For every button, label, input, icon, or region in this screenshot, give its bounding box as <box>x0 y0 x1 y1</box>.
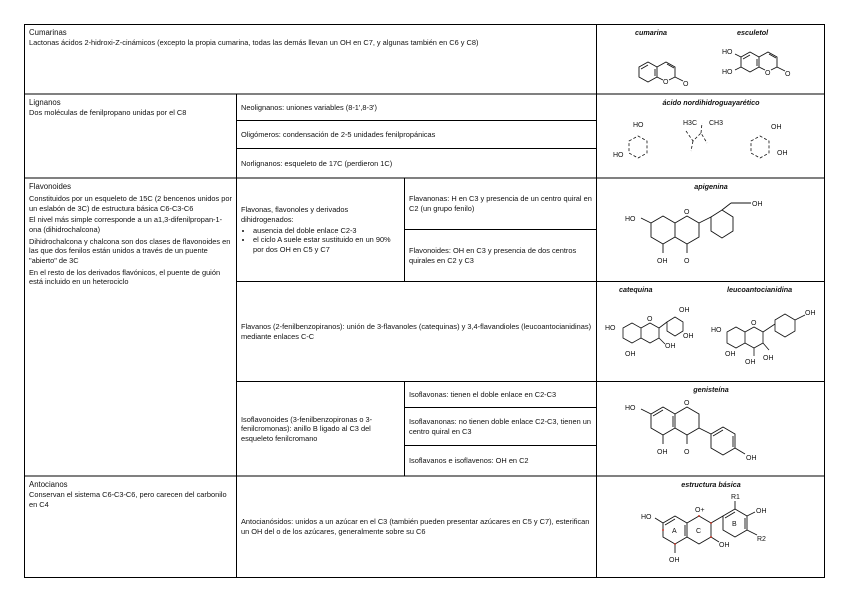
leuco-oh-2: OH <box>763 355 774 362</box>
lignanos-row-norlignanos: Norlignanos: esqueleto de 17C (perdieron 1C) <box>241 158 393 168</box>
list-item: • el ciclo A suele estar sustituido en un 90% por dos OH en C5 y C7 <box>253 235 400 254</box>
flavonoides-paragraph: Dihidrochalcona y chalcona son dos clases de flavonoides en las que dos fenilos están unidos a través de un puente "abierto" de 3C <box>29 236 231 265</box>
genisteina-o-4: O <box>684 449 690 456</box>
antocianos-structure-cell <box>597 477 825 577</box>
apigenina-o-1: O <box>684 209 690 216</box>
apigenina-oh-b: OH <box>752 201 763 208</box>
anto-o-plus: O+ <box>695 507 705 514</box>
ndga-structure <box>611 111 811 176</box>
flavonoides-title: Flavonoides <box>29 182 72 191</box>
caption-apigenina: apigenina <box>694 182 728 191</box>
catequina-structure <box>603 298 693 378</box>
lignanos-row-neolignanos: Neolignanos: uniones variables (8-1',8-3') <box>241 102 377 112</box>
ndga-ho-a: HO <box>633 122 644 129</box>
antocianina-structure <box>611 491 811 576</box>
leucoantocianidina-structure <box>705 298 820 378</box>
flavonoides-paragraph: En el resto de los derivados flavónicos, el puente de guión está incluido en un heterociclo <box>29 267 221 287</box>
cumarinas-structures-cell <box>597 25 825 94</box>
anto-r2: R2 <box>757 536 766 543</box>
flavonas-intro: Flavonas, flavonoles y derivados dihidrogenados: <box>241 205 349 225</box>
genisteina-cell <box>597 382 825 476</box>
apigenina-o-4: O <box>684 258 690 265</box>
leuco-ho: HO <box>711 327 722 334</box>
esculetol-o-carbonyl: O <box>785 71 791 78</box>
caption-esculetol: esculetol <box>737 28 769 37</box>
apigenina-structure <box>611 193 811 278</box>
anto-oh-5: OH <box>669 557 680 564</box>
genisteina-oh-4p: OH <box>746 455 757 462</box>
anto-oh-3: OH <box>719 542 730 549</box>
caption-nordihidroguayaretico: ácido nordihidroguayarético <box>662 98 760 107</box>
lignanos-description: Dos moléculas de fenilpropano unidas por el C8 <box>29 108 187 118</box>
esculetol-structure <box>717 39 817 94</box>
apigenina-cell <box>597 179 825 281</box>
apigenina-oh-5: OH <box>657 258 668 265</box>
flavanos-cell: Flavanos (2-fenilbenzopiranos): unión de 3-flavanoles (catequinas) y 3,4-flavandioles (leucoantocianidinas) mediante enlaces C-C <box>241 321 592 341</box>
list-item: • ausencia del doble enlace C2-3 <box>253 226 400 236</box>
catequina-o: O <box>647 316 653 323</box>
leuco-oh-4: OH <box>725 351 736 358</box>
cumarina-o-carbonyl: O <box>683 81 689 88</box>
cumarinas-description: Lactonas ácidos 2-hidroxi-Z-cinámicos (excepto la propia cumarina, todas las demás llevan un OH en C7, y algunas también en C6 y C8) <box>29 38 479 48</box>
anto-ring-a: A <box>672 528 677 535</box>
catequina-oh-1: OH <box>679 307 690 314</box>
flavonoides-cell <box>25 179 236 476</box>
lignanos-cell <box>25 95 236 178</box>
antocianos-title: Antocianos <box>29 480 68 489</box>
esculetol-o-ring: O <box>765 70 771 77</box>
antocianos-description: Conservan el sistema C6-C3-C6, pero carecen del carbonilo en C4 <box>29 490 227 509</box>
flavonoides-oh-c3-cell: Flavonoides: OH en C3 y presencia de dos centros quirales en C2 y C3 <box>409 245 577 265</box>
esculetol-ho-2: HO <box>722 69 733 76</box>
ndga-oh-a: OH <box>771 124 782 131</box>
flavonas-cell <box>237 179 404 281</box>
leuco-oh-1: OH <box>805 310 816 317</box>
cumarinas-cell <box>25 25 596 94</box>
catequina-ho: HO <box>605 325 616 332</box>
cumarina-o-ring: O <box>663 79 669 86</box>
antocianos-cell <box>25 477 236 577</box>
caption-cumarina: cumarina <box>635 28 667 37</box>
caption-catequina: catequina <box>619 285 653 294</box>
genisteina-ho: HO <box>625 405 636 412</box>
caption-estructura-basica: estructura básica <box>681 480 741 489</box>
flavonas-bullet-list <box>241 226 400 255</box>
catequina-oh-3: OH <box>665 343 676 350</box>
anto-ring-b: B <box>732 521 737 528</box>
isoflavonas-cell: Isoflavonas: tienen el doble enlace en C2-C3 <box>409 389 557 399</box>
catequina-oh-2: OH <box>683 333 694 340</box>
anto-ho: HO <box>641 514 652 521</box>
esculetol-ho-1: HO <box>722 49 733 56</box>
caption-leucoantocianidina: leucoantocianidina <box>727 285 793 294</box>
catequina-oh-4: OH <box>625 351 636 358</box>
anto-oh-b: OH <box>756 508 767 515</box>
cumarinas-title: Cumarinas <box>29 28 67 37</box>
genisteina-structure <box>611 396 811 476</box>
flavanonas-cell: Flavanonas: H en C3 y presencia de un centro quiral en C2 (un grupo fenilo) <box>409 194 592 213</box>
ndga-ch3-a: H3C <box>683 120 698 127</box>
anto-ring-c: C <box>696 528 702 535</box>
lignanos-structure-cell <box>597 95 825 178</box>
anto-r1: R1 <box>731 494 740 501</box>
flavanos-structures-cell <box>597 282 825 381</box>
antocianosidos-cell: Antocianósidos: unidos a un azúcar en el C3 (también pueden presentar azúcares en C5 y C7), esterifican un OH del o de los azúcares, generalmente sobre su C6 <box>241 517 590 536</box>
leuco-oh-3: OH <box>745 359 756 366</box>
ndga-ch3-b: CH3 <box>709 120 724 127</box>
cumarina-structure <box>627 39 717 94</box>
ndga-ho-b: HO <box>613 152 624 159</box>
leuco-o: O <box>751 320 757 327</box>
apigenina-ho: HO <box>625 216 636 223</box>
isoflavanonas-cell: Isoflavanonas: no tienen doble enlace C2-C3, tienen un centro quiral en C3 <box>409 416 592 436</box>
caption-genisteina: genisteína <box>693 385 729 394</box>
isoflavonoides-cell: Isoflavonoides (3-fenilbenzopironas o 3-fenilcromonas): anillo B ligado al C3 del esqueleto fenilcromano <box>241 414 373 443</box>
lignanos-title: Lignanos <box>29 98 61 107</box>
ndga-oh-b: OH <box>777 150 788 157</box>
isoflavanos-cell: Isoflavanos e isoflavenos: OH en C2 <box>409 456 529 466</box>
flavonoides-paragraph: El nivel más simple corresponde a un a1,3-difenilpropan-1-ona (dihidrochalcona) <box>29 215 223 234</box>
lignanos-row-oligomeros: Oligómeros: condensación de 2-5 unidades fenilpropánicas <box>241 129 436 139</box>
genisteina-oh-5: OH <box>657 449 668 456</box>
genisteina-o-1: O <box>684 400 690 407</box>
flavonoides-paragraph: Constituidos por un esqueleto de 15C (2 bencenos unidos por un eslabón de 3C) de estructura básica C6-C3-C6 <box>29 194 232 213</box>
